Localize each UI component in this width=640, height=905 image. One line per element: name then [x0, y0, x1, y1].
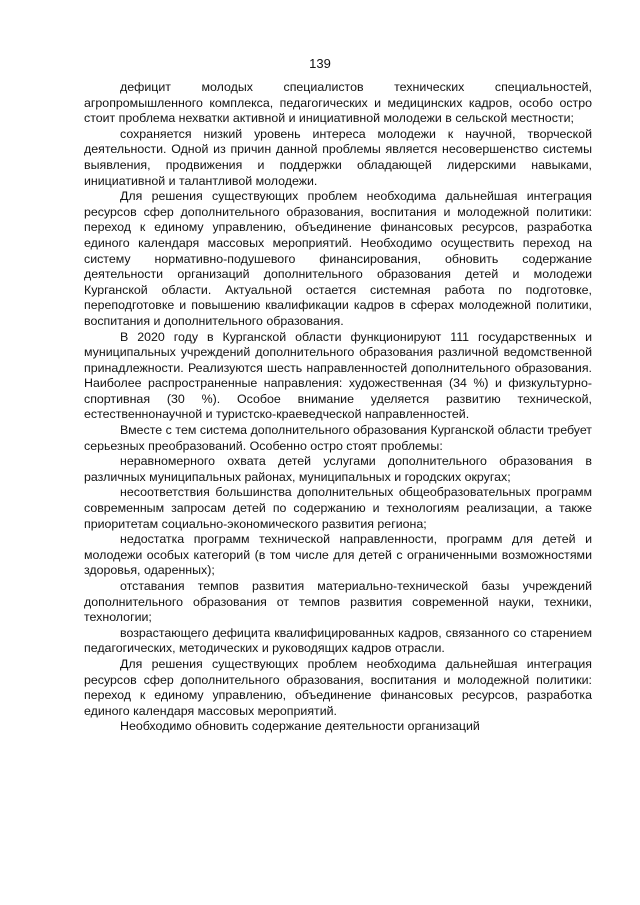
paragraph: Вместе с тем система дополнительного образования Курганской области требует серьезных преобразований. Особенно остро стоят проблемы:: [84, 423, 592, 453]
paragraph: Необходимо обновить содержание деятельности организаций: [120, 719, 480, 734]
paragraph: Для решения существующих проблем необходима дальнейшая интеграция ресурсов сфер дополнительного образования, воспитания и молодежной политики: переход к единому управлению, объединение финансовых ресурсов, разработка единого календаря массовых мероприятий. Необходимо осуществить переход на систему нормативно-подушевого финансирования, обновить содержание деятельности организаций дополнительного образования детей и молодежи Курганской области. Актуальной остается системная работа по подготовке, переподготовке и повышению квалификации кадров в сферах молодежной политики, воспитания и дополнительного образования.: [84, 189, 592, 328]
document-body: [84, 80, 592, 735]
paragraph: дефицит молодых специалистов технических специальностей, агропромышленного комплекса, педагогических и медицинских кадров, особо остро стоит проблема нехватки активной и инициативной молодежи в сельской местности;: [84, 80, 592, 126]
paragraph: неравномерного охвата детей услугами дополнительного образования в различных муниципальных районах, муниципальных и городских округах;: [84, 454, 592, 484]
paragraph: возрастающего дефицита квалифицированных кадров, связанного со старением педагогических, методических и руководящих кадров отрасли.: [84, 625, 592, 656]
paragraph: В 2020 году в Курганской области функционируют 111 государственных и муниципальных учреждений дополнительного образования различной ведомственной принадлежности. Реализуются шесть направленностей дополнительного образования. Наиболее распространенные направления: художественная (34 %) и физкультурно-спортивная (30 %). Особое внимание уделяется развитию технической, естественнонаучной и туристско-краеведческой направленностей.: [84, 329, 592, 422]
paragraph: отставания темпов развития материально-технической базы учреждений дополнительного образования от темпов развития современной науки, техники, технологии;: [84, 579, 592, 625]
page-number: 139: [309, 56, 331, 71]
paragraph: сохраняется низкий уровень интереса молодежи к научной, творческой деятельности. Одной из причин данной проблемы является несовершенство системы выявления, продвижения и поддержки обладающей лидерскими навыками, инициативной и талантливой молодежи.: [84, 126, 592, 188]
paragraph: несоответствия большинства дополнительных общеобразовательных программ современным запросам детей по содержанию и технологиям реализации, а также приоритетам социально-экономического развития региона;: [84, 485, 592, 531]
paragraph: недостатка программ технической направленности, программ для детей и молодежи особых категорий (в том числе для детей с ограниченными возможностями здоровья, одаренных);: [84, 532, 592, 578]
paragraph: Для решения существующих проблем необходима дальнейшая интеграция ресурсов сфер дополнительного образования, воспитания и молодежной политики: переход к единому управлению, объединение финансовых ресурсов, разработка единого календаря массовых мероприятий.: [84, 656, 592, 718]
